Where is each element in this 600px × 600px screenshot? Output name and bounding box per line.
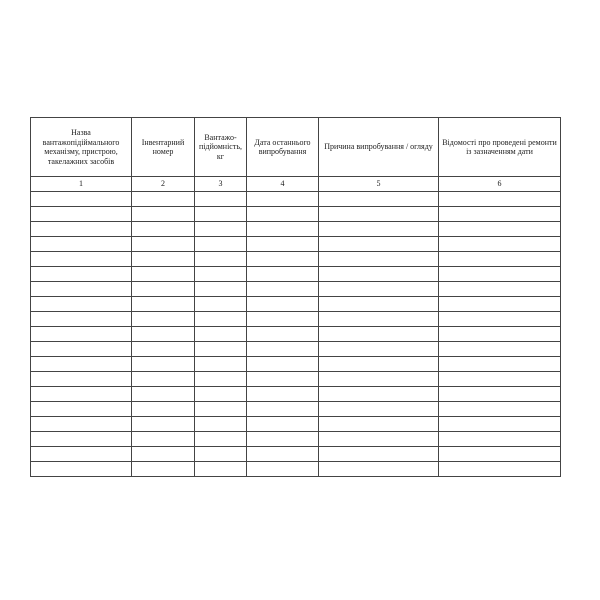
table-header-row bbox=[31, 118, 561, 177]
table-cell bbox=[319, 417, 439, 432]
table-row bbox=[31, 207, 561, 222]
table-cell bbox=[247, 462, 319, 477]
column-number: 4 bbox=[247, 177, 319, 192]
table-row bbox=[31, 222, 561, 237]
table-cell bbox=[31, 207, 132, 222]
table-cell bbox=[319, 207, 439, 222]
table-cell bbox=[247, 372, 319, 387]
table-row bbox=[31, 312, 561, 327]
table-cell bbox=[132, 327, 195, 342]
table-row bbox=[31, 267, 561, 282]
table-cell bbox=[247, 432, 319, 447]
table-cell bbox=[439, 327, 561, 342]
table-cell bbox=[439, 432, 561, 447]
inspection-log-table bbox=[30, 117, 561, 477]
table-row bbox=[31, 327, 561, 342]
table-cell bbox=[247, 342, 319, 357]
table-cell bbox=[132, 387, 195, 402]
table-cell bbox=[195, 387, 247, 402]
table-cell bbox=[319, 432, 439, 447]
table-cell bbox=[247, 327, 319, 342]
table-cell bbox=[31, 327, 132, 342]
table-cell bbox=[439, 357, 561, 372]
table-cell bbox=[132, 462, 195, 477]
table-cell bbox=[195, 372, 247, 387]
table-row bbox=[31, 357, 561, 372]
table-cell bbox=[132, 252, 195, 267]
table-cell bbox=[439, 267, 561, 282]
table-cell bbox=[319, 237, 439, 252]
column-header-inventory-number: Інвентарний номер bbox=[132, 118, 195, 177]
table-cell bbox=[247, 252, 319, 267]
table-cell bbox=[132, 282, 195, 297]
table-cell bbox=[31, 387, 132, 402]
table-cell bbox=[247, 447, 319, 462]
table-cell bbox=[319, 357, 439, 372]
table-row bbox=[31, 462, 561, 477]
table-cell bbox=[195, 237, 247, 252]
table-row bbox=[31, 417, 561, 432]
table-cell bbox=[247, 237, 319, 252]
table-cell bbox=[31, 297, 132, 312]
column-number: 2 bbox=[132, 177, 195, 192]
table-cell bbox=[439, 447, 561, 462]
table-cell bbox=[439, 372, 561, 387]
table-cell bbox=[439, 342, 561, 357]
table-cell bbox=[247, 417, 319, 432]
table-cell bbox=[439, 312, 561, 327]
column-header-last-test-date: Дата останнього випробування bbox=[247, 118, 319, 177]
table-cell bbox=[132, 222, 195, 237]
table-cell bbox=[195, 192, 247, 207]
table-cell bbox=[439, 297, 561, 312]
table-cell bbox=[132, 357, 195, 372]
table-cell bbox=[247, 357, 319, 372]
column-number: 5 bbox=[319, 177, 439, 192]
table-cell bbox=[319, 222, 439, 237]
table-row bbox=[31, 372, 561, 387]
table-cell bbox=[132, 417, 195, 432]
table-row bbox=[31, 252, 561, 267]
table-cell bbox=[31, 417, 132, 432]
table-cell bbox=[195, 327, 247, 342]
table-cell bbox=[31, 282, 132, 297]
table-cell bbox=[31, 237, 132, 252]
table-cell bbox=[132, 207, 195, 222]
table-cell bbox=[195, 267, 247, 282]
table-cell bbox=[319, 342, 439, 357]
table-cell bbox=[319, 252, 439, 267]
table-body bbox=[31, 192, 561, 477]
table-cell bbox=[195, 357, 247, 372]
table-cell bbox=[195, 222, 247, 237]
column-header-repairs-info: Відомості про проведені ремонти із зазначенням дати bbox=[439, 118, 561, 177]
column-number: 3 bbox=[195, 177, 247, 192]
column-number: 1 bbox=[31, 177, 132, 192]
table-row bbox=[31, 447, 561, 462]
table-cell bbox=[247, 312, 319, 327]
table-cell bbox=[132, 297, 195, 312]
table-cell bbox=[319, 327, 439, 342]
table-cell bbox=[31, 192, 132, 207]
table-cell bbox=[31, 462, 132, 477]
table-cell bbox=[132, 447, 195, 462]
table-cell bbox=[31, 222, 132, 237]
table-cell bbox=[31, 402, 132, 417]
table-cell bbox=[247, 267, 319, 282]
table-cell bbox=[439, 192, 561, 207]
table-cell bbox=[319, 387, 439, 402]
table-cell bbox=[319, 192, 439, 207]
table-cell bbox=[439, 417, 561, 432]
table-cell bbox=[439, 252, 561, 267]
table-cell bbox=[247, 402, 319, 417]
table-cell bbox=[319, 402, 439, 417]
table-cell bbox=[319, 462, 439, 477]
table-cell bbox=[195, 282, 247, 297]
table-cell bbox=[132, 237, 195, 252]
table-cell bbox=[439, 222, 561, 237]
table-cell bbox=[247, 222, 319, 237]
table-cell bbox=[132, 372, 195, 387]
table-cell bbox=[31, 252, 132, 267]
table-cell bbox=[319, 312, 439, 327]
table-cell bbox=[195, 312, 247, 327]
table-cell bbox=[439, 462, 561, 477]
table-row bbox=[31, 402, 561, 417]
table-row bbox=[31, 342, 561, 357]
table-cell bbox=[439, 387, 561, 402]
column-header-mechanism-name: Назва вантажопідіймального механізму, пристрою, такелажних засобів bbox=[31, 118, 132, 177]
table-cell bbox=[439, 237, 561, 252]
table-cell bbox=[319, 447, 439, 462]
table-cell bbox=[439, 282, 561, 297]
table-row bbox=[31, 237, 561, 252]
table-row bbox=[31, 387, 561, 402]
table-cell bbox=[132, 402, 195, 417]
table-cell bbox=[247, 387, 319, 402]
table-cell bbox=[31, 432, 132, 447]
table-cell bbox=[132, 342, 195, 357]
table-cell bbox=[319, 267, 439, 282]
table-cell bbox=[195, 297, 247, 312]
table-cell bbox=[31, 267, 132, 282]
table-row bbox=[31, 432, 561, 447]
table-row bbox=[31, 192, 561, 207]
table-cell bbox=[132, 267, 195, 282]
table-cell bbox=[31, 357, 132, 372]
column-header-test-reason: Причина випробування / огляду bbox=[319, 118, 439, 177]
table-cell bbox=[31, 342, 132, 357]
table-row bbox=[31, 297, 561, 312]
table-row bbox=[31, 282, 561, 297]
table-cell bbox=[247, 192, 319, 207]
table-cell bbox=[132, 432, 195, 447]
table-cell bbox=[247, 297, 319, 312]
table-cell bbox=[439, 207, 561, 222]
table-cell bbox=[195, 417, 247, 432]
table-cell bbox=[195, 402, 247, 417]
table-cell bbox=[319, 297, 439, 312]
table-cell bbox=[195, 207, 247, 222]
table-cell bbox=[195, 342, 247, 357]
table-cell bbox=[319, 282, 439, 297]
table-cell bbox=[31, 312, 132, 327]
table-cell bbox=[439, 402, 561, 417]
column-number: 6 bbox=[439, 177, 561, 192]
table-cell bbox=[132, 312, 195, 327]
table-cell bbox=[31, 372, 132, 387]
table-cell bbox=[195, 462, 247, 477]
table-cell bbox=[195, 252, 247, 267]
table-cell bbox=[132, 192, 195, 207]
table-cell bbox=[247, 207, 319, 222]
column-header-load-capacity: Вантажо-підйомність, кг bbox=[195, 118, 247, 177]
table-cell bbox=[319, 372, 439, 387]
table-cell bbox=[31, 447, 132, 462]
table-cell bbox=[195, 447, 247, 462]
table-cell bbox=[247, 282, 319, 297]
column-number-row bbox=[31, 177, 561, 192]
table-cell bbox=[195, 432, 247, 447]
